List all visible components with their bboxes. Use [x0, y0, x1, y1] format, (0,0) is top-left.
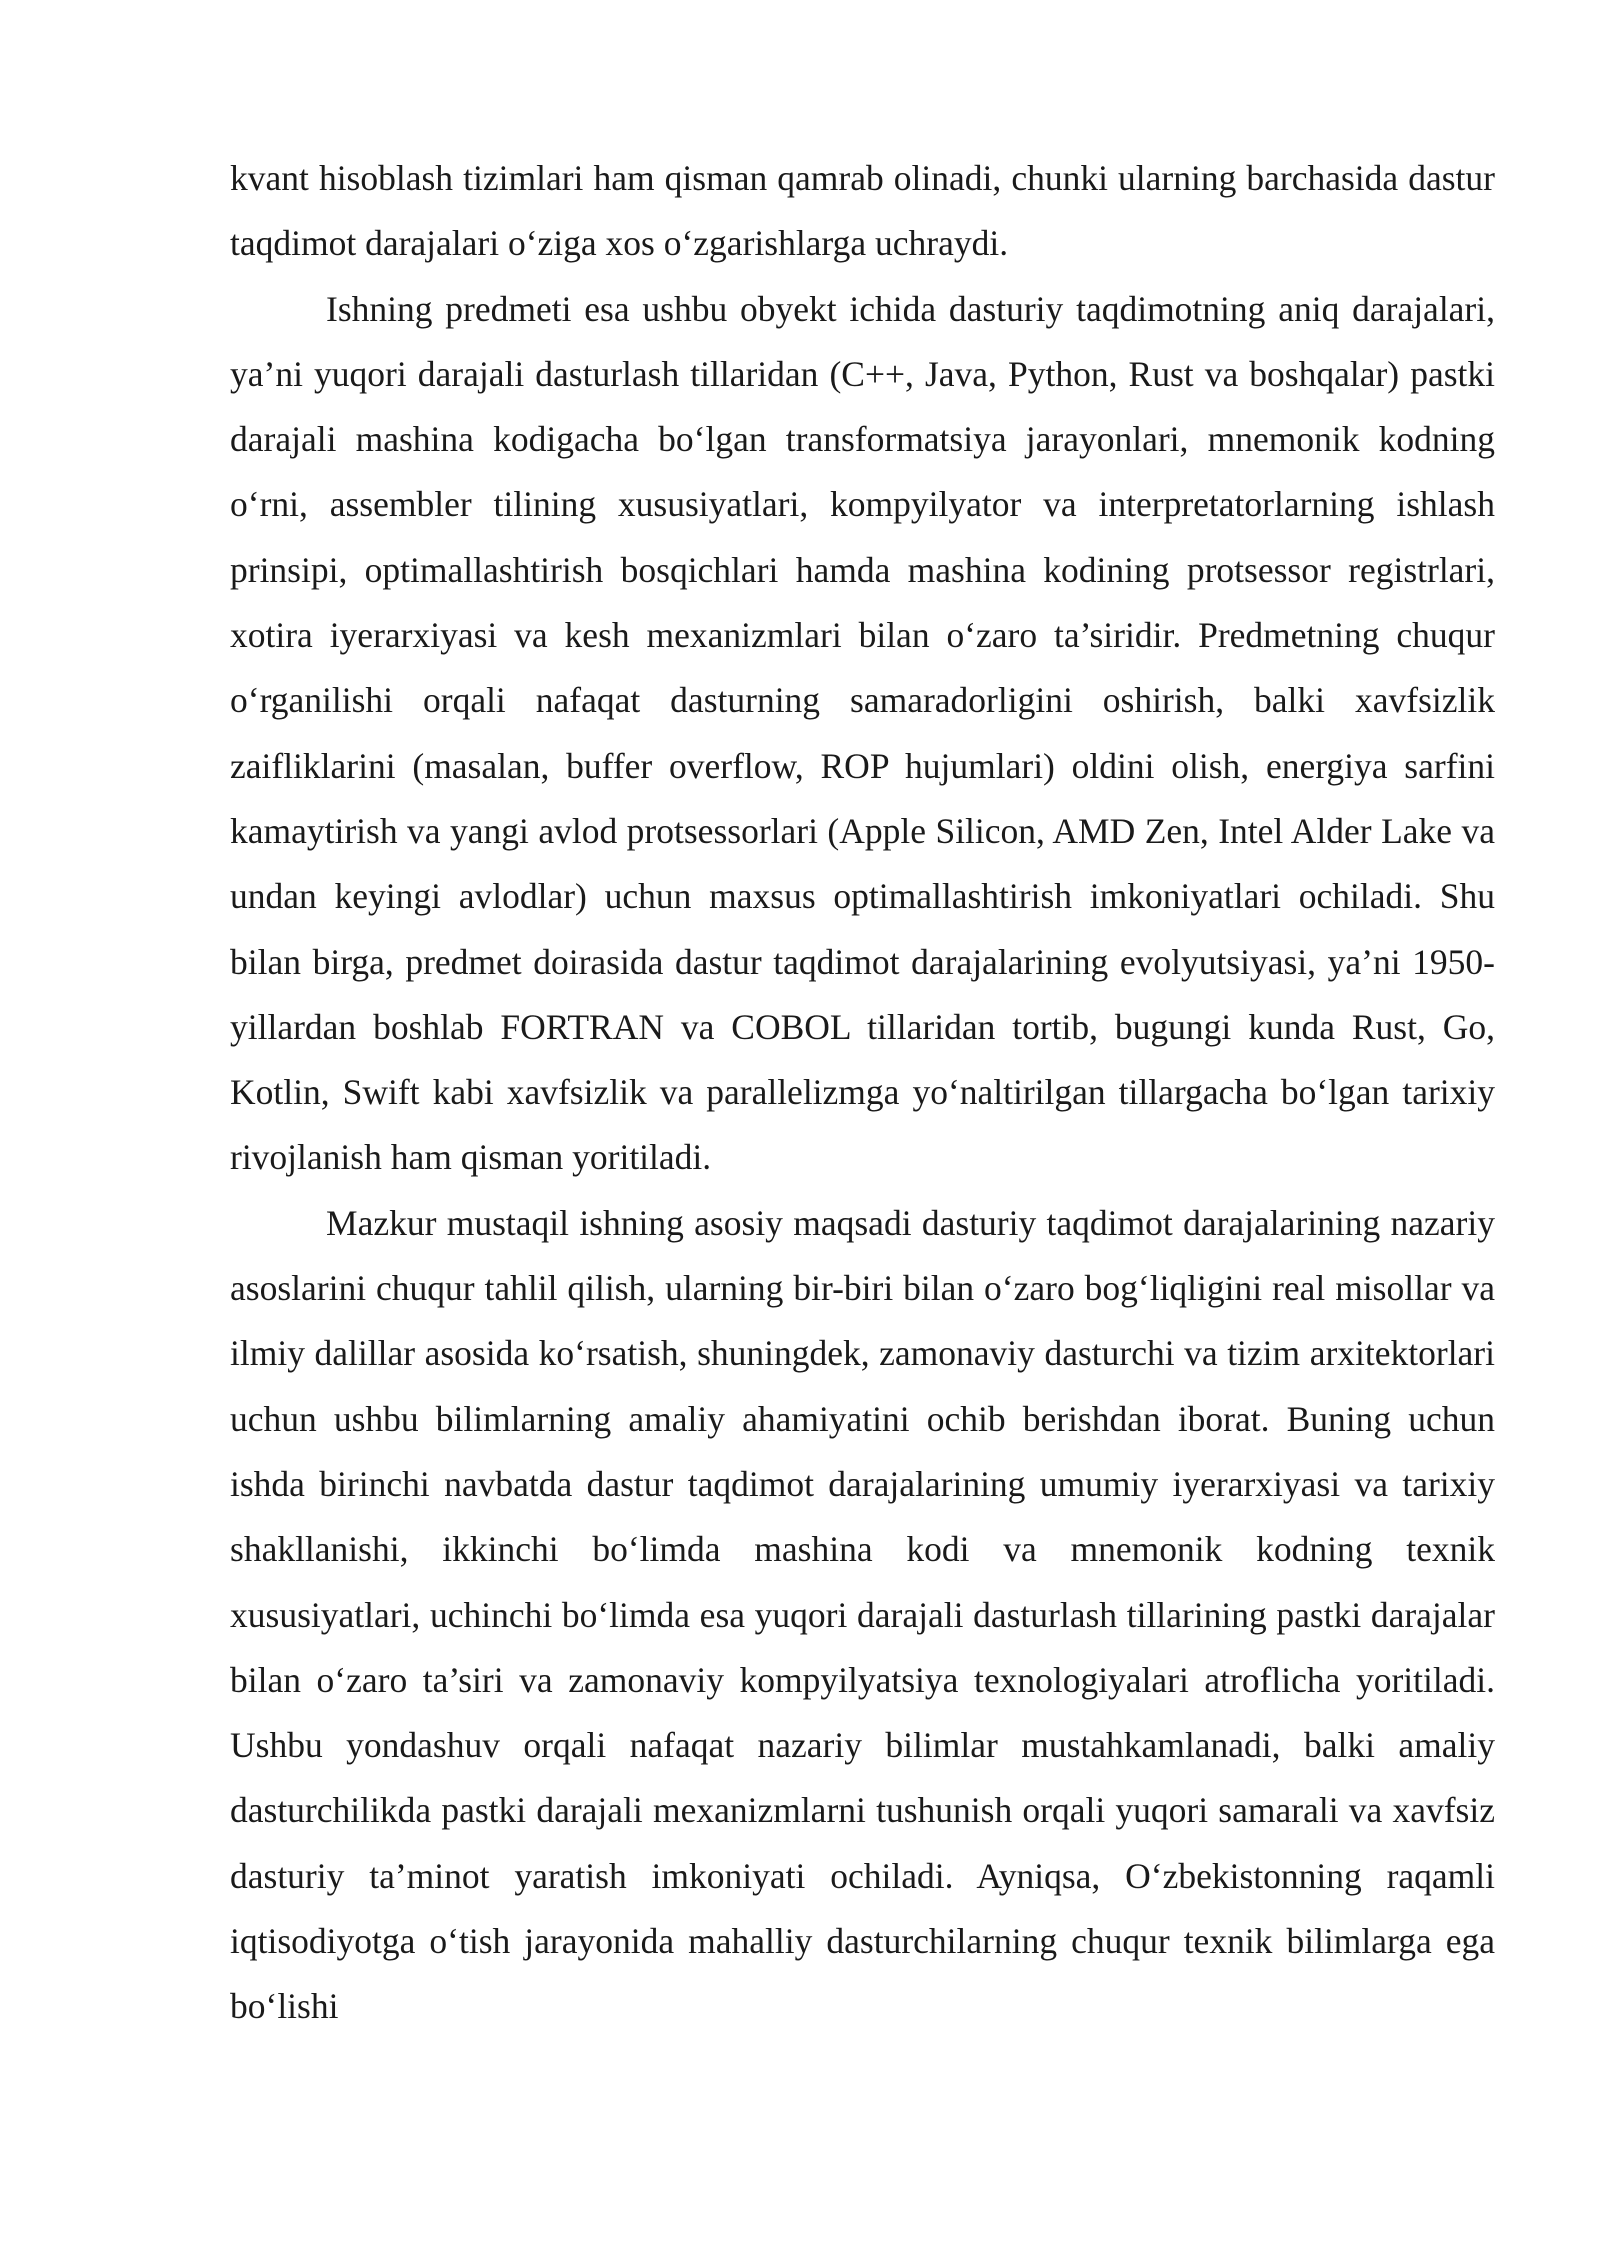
document-body: [230, 146, 1495, 2040]
paragraph-goal: Mazkur mustaqil ishning asosiy maqsadi dasturiy taqdimot darajalarining nazariy asoslarini chuqur tahlil qilish, ularning bir-biri bilan o‘zaro bog‘liqligini real misollar va ilmiy dalillar asosida ko‘rsatish, shuningdek, zamonaviy dasturchi va tizim arxitektorlari uchun ushbu bilimlarning amaliy ahamiyatini ochib berishdan iborat. Buning uchun ishda birinchi navbatda dastur taqdimot darajalarining umumiy iyerarxiyasi va tarixiy shakllanishi, ikkinchi bo‘limda mashina kodi va mnemonik kodning texnik xususiyatlari, uchinchi bo‘limda esa yuqori darajali dasturlash tillarining pastki darajalar bilan o‘zaro ta’siri va zamonaviy kompyilyatsiya texnologiyalari atroflicha yoritiladi. Ushbu yondashuv orqali nafaqat nazariy bilimlar mustahkamlanadi, balki amaliy dasturchilikda pastki darajali mexanizmlarni tushunish orqali yuqori samarali va xavfsiz dasturiy ta’minot yaratish imkoniyati ochiladi. Ayniqsa, O‘zbekistonning raqamli iqtisodiyotga o‘tish jarayonida mahalliy dasturchilarning chuqur texnik bilimlarga ega bo‘lishi: [230, 1202, 1495, 2027]
paragraph-continuation: kvant hisoblash tizimlari ham qisman qamrab olinadi, chunki ularning barchasida dastur taqdimot darajalari o‘ziga xos o‘zgarishlarga uchraydi.: [230, 158, 1495, 264]
paragraph-subject: Ishning predmeti esa ushbu obyekt ichida dasturiy taqdimotning aniq darajalari, ya’ni yuqori darajali dasturlash tillaridan (C++, Java, Python, Rust va boshqalar) pastki darajali mashina kodigacha bo‘lgan transformatsiya jarayonlari, mnemonik kodning o‘rni, assembler tilining xususiyatlari, kompyilyator va interpretatorlarning ishlash prinsipi, optimallashtirish bosqichlari hamda mashina kodining protsessor registrlari, xotira iyerarxiyasi va kesh mexanizmlari bilan o‘zaro ta’siridir. Predmetning chuqur o‘rganilishi orqali nafaqat dasturning samaradorligini oshirish, balki xavfsizlik zaifliklarini (masalan, buffer overflow, ROP hujumlari) oldini olish, energiya sarfini kamaytirish va yangi avlod protsessorlari (Apple Silicon, AMD Zen, Intel Alder Lake va undan keyingi avlodlar) uchun maxsus optimallashtirish imkoniyatlari ochiladi. Shu bilan birga, predmet doirasida dastur taqdimot darajalarining evolyutsiyasi, ya’ni 1950-yillardan boshlab FORTRAN va COBOL tillaridan tortib, bugungi kunda Rust, Go, Kotlin, Swift kabi xavfsizlik va parallelizmga yo‘naltirilgan tillargacha bo‘lgan tarixiy rivojlanish ham qisman yoritiladi.: [230, 288, 1495, 1178]
